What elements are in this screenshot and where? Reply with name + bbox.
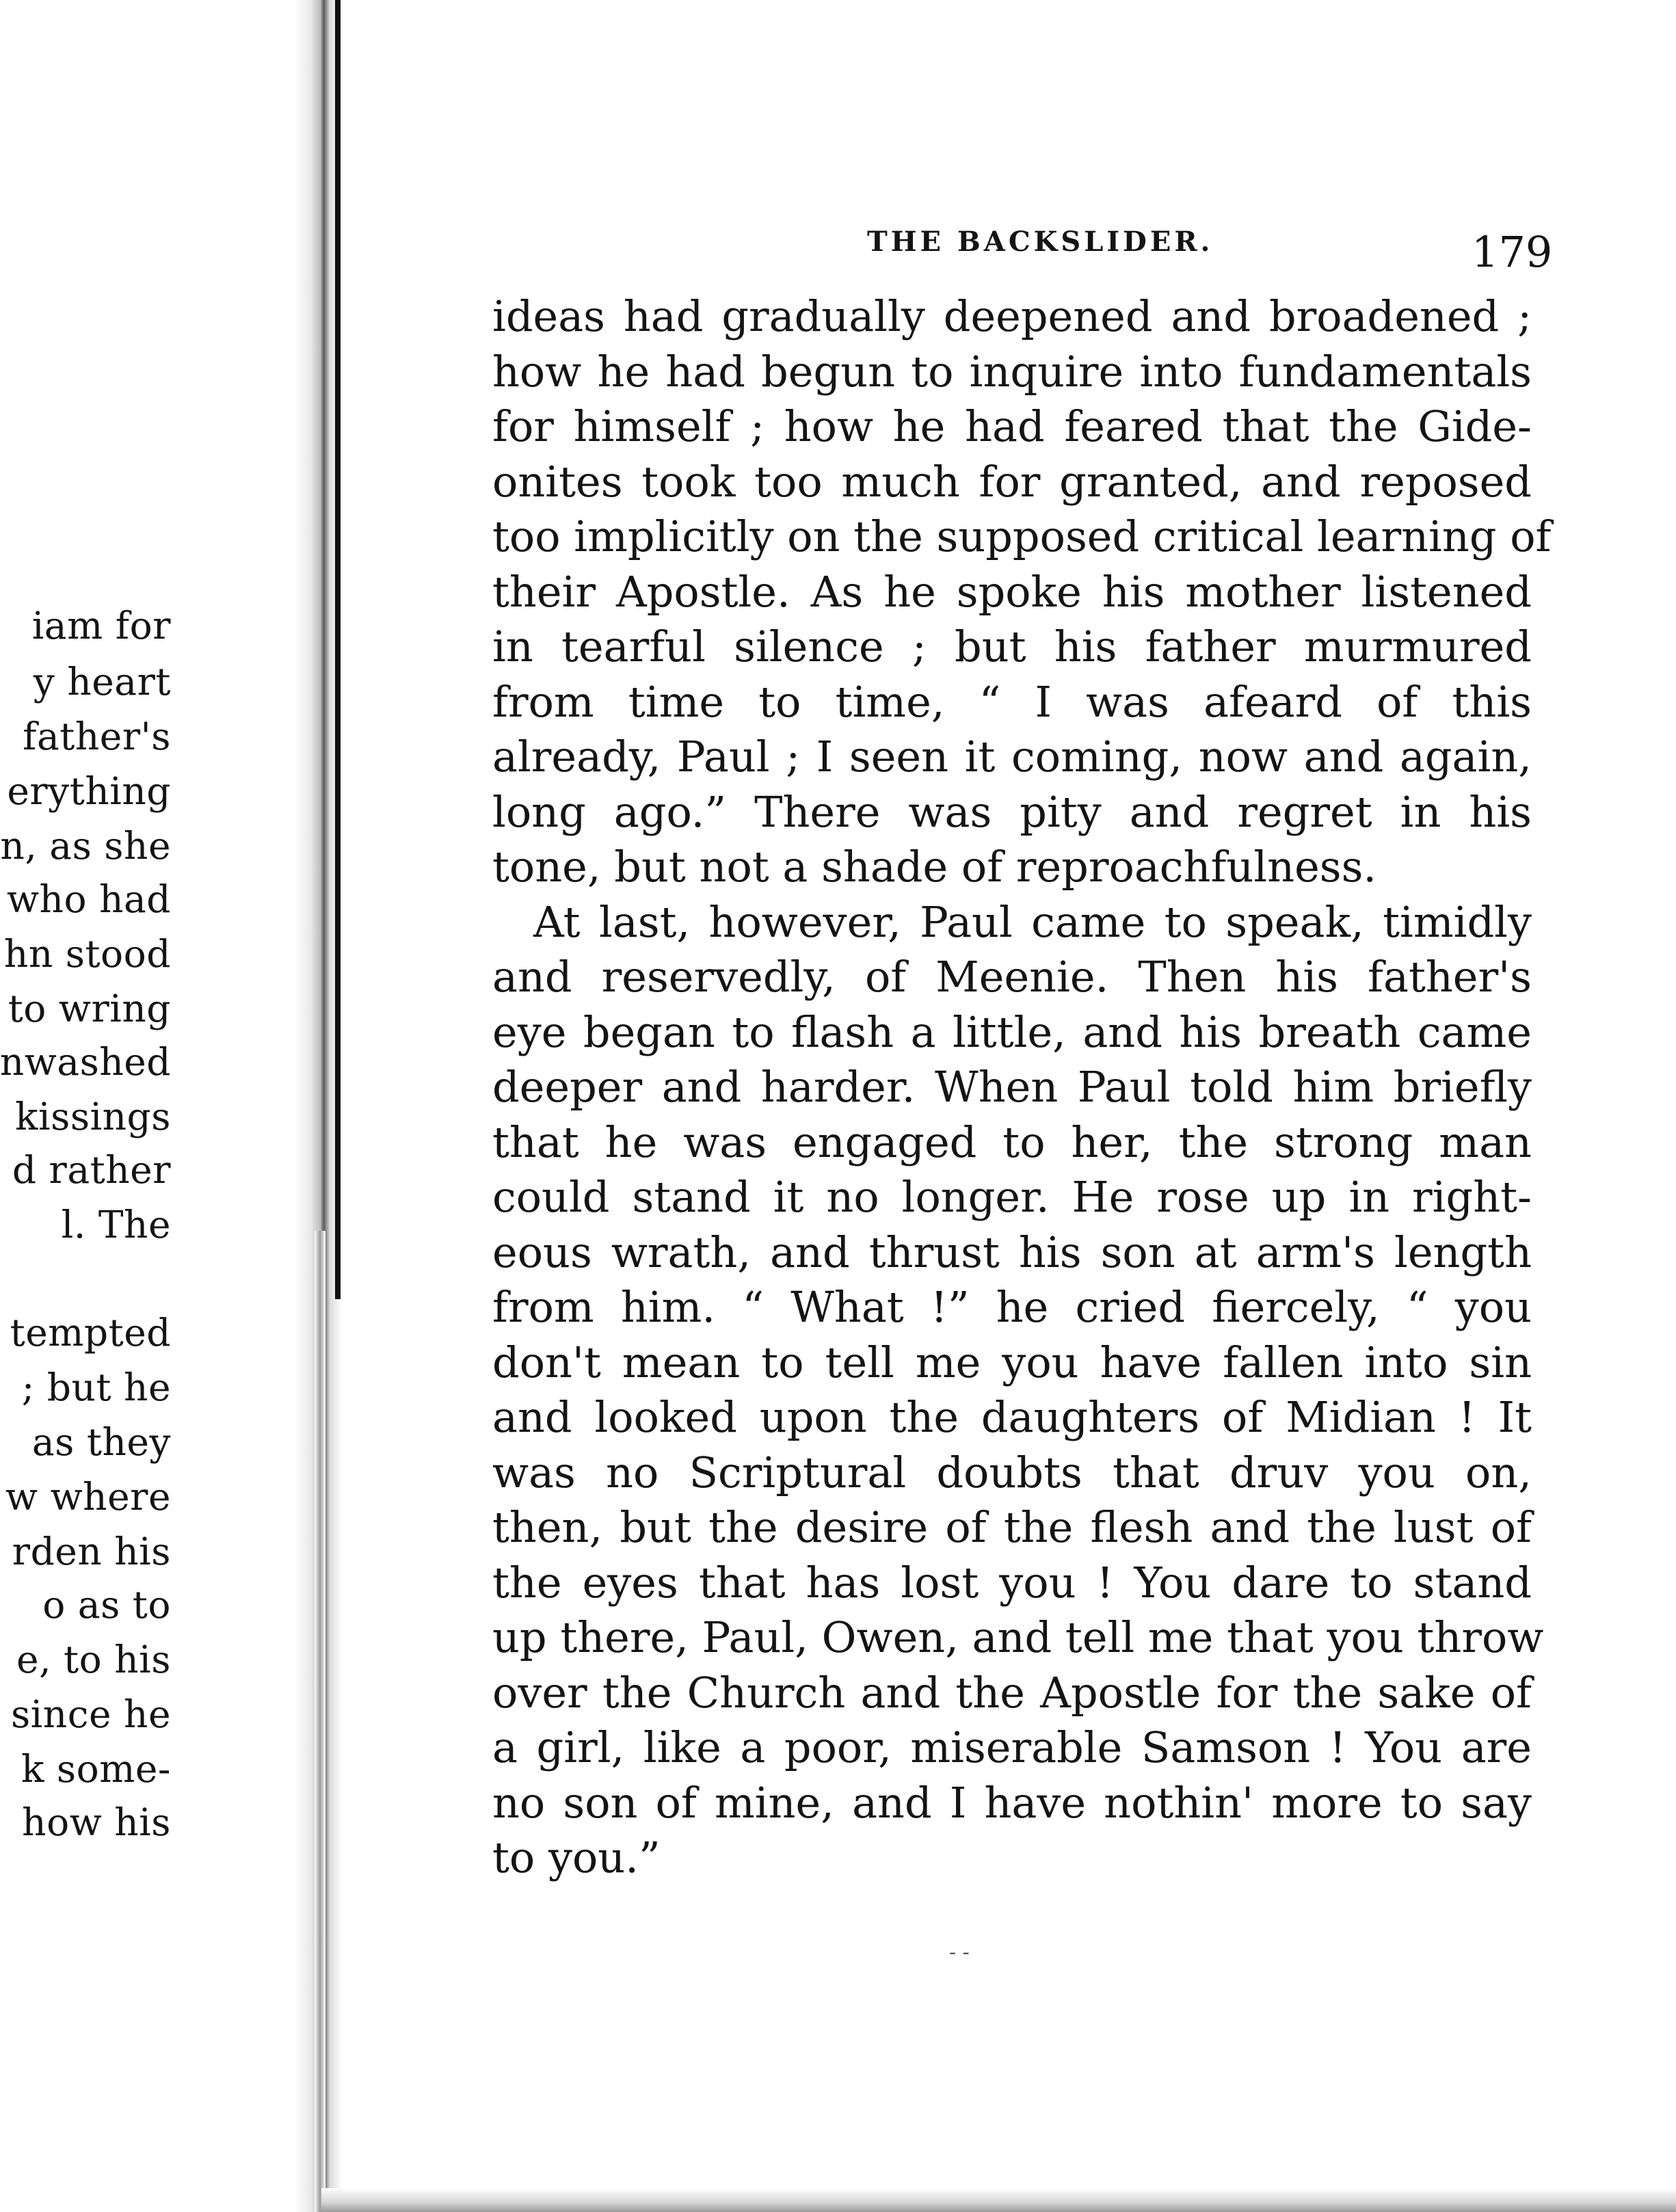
left-page	[0, 0, 318, 2212]
text-line: deeper and harder. When Paul told him briefly	[492, 1062, 1532, 1112]
text-line: tone, but not a shade of reproachfulness.	[492, 842, 1377, 892]
left-page-line: d rather	[12, 1148, 171, 1192]
page-bottom-edge	[321, 2188, 1676, 2212]
left-page-line: hn stood	[3, 932, 171, 976]
text-line: and looked upon the daughters of Midian ! It	[492, 1392, 1532, 1442]
printer-mark: - -	[949, 1941, 970, 1964]
left-page-line: kissings	[15, 1095, 171, 1138]
text-line: ideas had gradually deepened and broadened ;	[492, 291, 1532, 341]
text-line: in tearful silence ; but his father murmured	[492, 622, 1532, 671]
text-line: no son of mine, and I have nothin' more to say	[492, 1778, 1532, 1828]
text-line: for himself ; how he had feared that the Gide-	[492, 401, 1532, 451]
gutter-shadow-line	[335, 0, 341, 1299]
left-page-line: k some-	[21, 1747, 171, 1791]
text-line: could stand it no longer. He rose up in right-	[492, 1172, 1532, 1222]
text-line: from time to time, “ I was afeard of this	[492, 677, 1532, 727]
text-line: already, Paul ; I seen it coming, now and again,	[492, 732, 1532, 782]
text-line: eous wrath, and thrust his son at arm's length	[492, 1227, 1532, 1277]
text-line: onites took too much for granted, and reposed	[492, 457, 1532, 507]
text-line: eye began to flash a little, and his breath came	[492, 1007, 1532, 1057]
text-line: long ago.” There was pity and regret in his	[492, 787, 1532, 837]
left-page-line: since he	[10, 1692, 171, 1736]
left-page-line: iam for	[31, 604, 171, 648]
left-page-line: nwashed	[0, 1040, 171, 1084]
left-page-line: e, to his	[16, 1638, 171, 1681]
left-page-line: father's	[23, 715, 171, 758]
text-line: was no Scriptural doubts that druv you on,	[492, 1448, 1532, 1497]
text-line: At last, however, Paul came to speak, timidly	[533, 897, 1532, 947]
left-page-line: tempted	[10, 1311, 171, 1355]
left-page-line: l. The	[61, 1203, 171, 1247]
left-page-line: who had	[6, 877, 171, 921]
text-line: a girl, like a poor, miserable Samson ! You are	[492, 1722, 1532, 1772]
left-page-line: as they	[31, 1420, 171, 1464]
text-line: over the Church and the Apostle for the sake of	[492, 1668, 1532, 1718]
text-line: that he was engaged to her, the strong man	[492, 1117, 1532, 1167]
gutter-fold	[315, 1231, 325, 2212]
left-page-line: y heart	[33, 660, 171, 704]
text-line: up there, Paul, Owen, and tell me that you throw	[492, 1612, 1544, 1662]
running-head: THE BACKSLIDER.	[867, 226, 1214, 258]
left-page-line: w where	[5, 1475, 171, 1519]
text-line: to you.”	[492, 1833, 661, 1882]
text-line: how he had begun to inquire into fundamentals	[492, 347, 1532, 397]
text-line: don't mean to tell me you have fallen into sin	[492, 1337, 1532, 1387]
left-page-line: how his	[22, 1800, 171, 1844]
text-line: their Apostle. As he spoke his mother listened	[492, 567, 1532, 617]
left-page-line: ; but he	[21, 1365, 171, 1409]
left-page-line: n, as she	[0, 824, 171, 868]
left-page-line: o as to	[42, 1583, 171, 1627]
left-page-line: rden his	[12, 1530, 171, 1573]
text-line: too implicitly on the supposed critical learning of	[492, 511, 1552, 561]
page-number: 179	[1472, 227, 1553, 277]
left-page-line: erything	[7, 769, 171, 813]
text-line: then, but the desire of the flesh and the lust of	[492, 1502, 1532, 1552]
left-page-line: to wring	[8, 987, 171, 1030]
text-line: the eyes that has lost you ! You dare to stand	[492, 1558, 1532, 1608]
text-line: and reservedly, of Meenie. Then his father's	[492, 952, 1532, 1002]
text-line: from him. “ What !” he cried fiercely, “ you	[492, 1282, 1532, 1332]
